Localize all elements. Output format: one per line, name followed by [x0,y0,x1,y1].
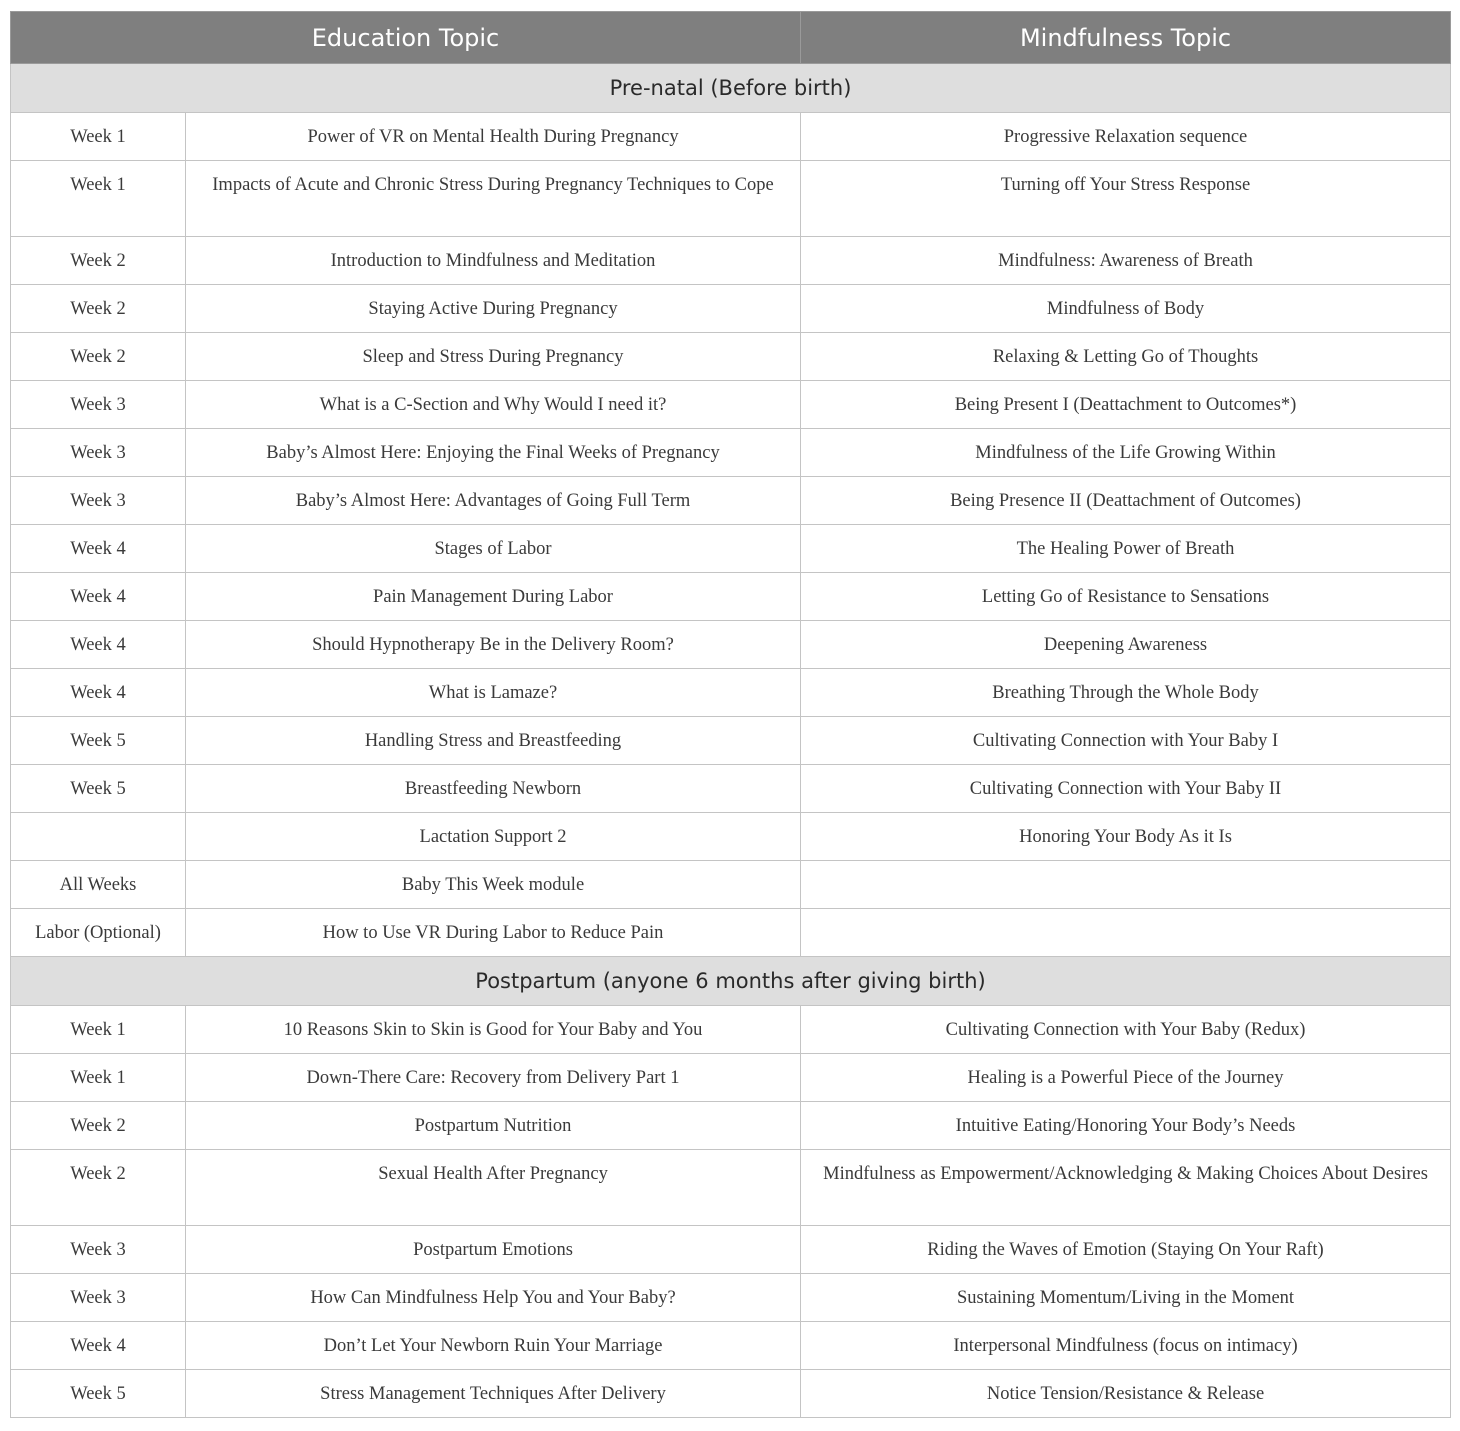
education-cell: Handling Stress and Breastfeeding [186,717,801,765]
week-cell: Week 3 [11,429,186,477]
week-cell: Week 2 [11,1102,186,1150]
mindfulness-cell: Progressive Relaxation sequence [801,113,1451,161]
table-row [11,573,1451,621]
education-cell: Should Hypnotherapy Be in the Delivery Room? [186,621,801,669]
week-cell: Week 4 [11,621,186,669]
table-row [11,525,1451,573]
week-cell: Labor (Optional) [11,909,186,957]
week-cell: Week 5 [11,717,186,765]
mindfulness-cell: Riding the Waves of Emotion (Staying On Your Raft) [801,1226,1451,1274]
mindfulness-cell: Honoring Your Body As it Is [801,813,1451,861]
table-row [11,429,1451,477]
table-row [11,113,1451,161]
table-row [11,1006,1451,1054]
week-cell: Week 1 [11,1006,186,1054]
mindfulness-cell: Intuitive Eating/Honoring Your Body’s Needs [801,1102,1451,1150]
table-row [11,1370,1451,1418]
education-cell: Power of VR on Mental Health During Pregnancy [186,113,801,161]
week-cell: Week 2 [11,285,186,333]
prenatal-section-row [11,64,1451,113]
education-cell: Introduction to Mindfulness and Meditation [186,237,801,285]
week-cell [11,813,186,861]
table-row [11,333,1451,381]
mindfulness-cell: The Healing Power of Breath [801,525,1451,573]
education-cell: Down-There Care: Recovery from Delivery Part 1 [186,1054,801,1102]
header-row [11,12,1451,64]
table-row [11,381,1451,429]
table-row [11,477,1451,525]
education-cell: How to Use VR During Labor to Reduce Pain [186,909,801,957]
education-cell: Baby’s Almost Here: Enjoying the Final Weeks of Pregnancy [186,429,801,477]
mindfulness-cell: Being Presence II (Deattachment of Outcomes) [801,477,1451,525]
postpartum-section-title: Postpartum (anyone 6 months after giving birth) [11,957,1451,1006]
mindfulness-cell: Mindfulness: Awareness of Breath [801,237,1451,285]
education-cell: Stress Management Techniques After Delivery [186,1370,801,1418]
table-row [11,861,1451,909]
education-cell: Staying Active During Pregnancy [186,285,801,333]
week-cell: Week 4 [11,1322,186,1370]
education-cell: Postpartum Emotions [186,1226,801,1274]
mindfulness-cell: Cultivating Connection with Your Baby (Redux) [801,1006,1451,1054]
table-row [11,1322,1451,1370]
week-cell: Week 3 [11,477,186,525]
table-row [11,621,1451,669]
table-row [11,1150,1451,1226]
mindfulness-cell: Notice Tension/Resistance & Release [801,1370,1451,1418]
education-cell: Baby This Week module [186,861,801,909]
education-cell: How Can Mindfulness Help You and Your Baby? [186,1274,801,1322]
week-cell: Week 1 [11,1054,186,1102]
table-row [11,161,1451,237]
week-cell: Week 4 [11,669,186,717]
mindfulness-cell: Cultivating Connection with Your Baby I [801,717,1451,765]
table-row [11,1226,1451,1274]
table-row [11,909,1451,957]
week-cell: All Weeks [11,861,186,909]
week-cell: Week 1 [11,113,186,161]
education-cell: What is a C-Section and Why Would I need it? [186,381,801,429]
table-row [11,813,1451,861]
education-cell: Stages of Labor [186,525,801,573]
mindfulness-cell: Cultivating Connection with Your Baby II [801,765,1451,813]
education-cell: Impacts of Acute and Chronic Stress During Pregnancy Techniques to Cope [186,161,801,237]
week-cell: Week 3 [11,381,186,429]
education-cell: Postpartum Nutrition [186,1102,801,1150]
mindfulness-cell: Relaxing & Letting Go of Thoughts [801,333,1451,381]
mindfulness-cell: Healing is a Powerful Piece of the Journey [801,1054,1451,1102]
mindfulness-cell: Sustaining Momentum/Living in the Moment [801,1274,1451,1322]
week-cell: Week 2 [11,237,186,285]
education-cell: Sleep and Stress During Pregnancy [186,333,801,381]
education-cell: Pain Management During Labor [186,573,801,621]
mindfulness-cell: Mindfulness of Body [801,285,1451,333]
education-topic-header: Education Topic [11,12,801,64]
mindfulness-cell: Mindfulness of the Life Growing Within [801,429,1451,477]
mindfulness-cell [801,909,1451,957]
mindfulness-cell: Turning off Your Stress Response [801,161,1451,237]
mindfulness-cell: Mindfulness as Empowerment/Acknowledging & Making Choices About Desires [801,1150,1451,1226]
week-cell: Week 3 [11,1226,186,1274]
mindfulness-cell: Letting Go of Resistance to Sensations [801,573,1451,621]
week-cell: Week 1 [11,161,186,237]
education-cell: Lactation Support 2 [186,813,801,861]
table-row [11,1054,1451,1102]
week-cell: Week 2 [11,1150,186,1226]
mindfulness-cell: Interpersonal Mindfulness (focus on intimacy) [801,1322,1451,1370]
table-row [11,765,1451,813]
mindfulness-cell: Being Present I (Deattachment to Outcomes*) [801,381,1451,429]
education-cell: Sexual Health After Pregnancy [186,1150,801,1226]
education-cell: What is Lamaze? [186,669,801,717]
education-cell: 10 Reasons Skin to Skin is Good for Your Baby and You [186,1006,801,1054]
week-cell: Week 5 [11,1370,186,1418]
week-cell: Week 4 [11,525,186,573]
education-cell: Breastfeeding Newborn [186,765,801,813]
week-cell: Week 3 [11,1274,186,1322]
table-row [11,1102,1451,1150]
mindfulness-topic-header: Mindfulness Topic [801,12,1451,64]
table-row [11,669,1451,717]
week-cell: Week 5 [11,765,186,813]
education-cell: Baby’s Almost Here: Advantages of Going Full Term [186,477,801,525]
week-cell: Week 2 [11,333,186,381]
mindfulness-cell: Deepening Awareness [801,621,1451,669]
table-row [11,237,1451,285]
postpartum-section-row [11,957,1451,1006]
table-row [11,717,1451,765]
table-row [11,1274,1451,1322]
prenatal-section-title: Pre-natal (Before birth) [11,64,1451,113]
mindfulness-cell: Breathing Through the Whole Body [801,669,1451,717]
week-cell: Week 4 [11,573,186,621]
table-row [11,285,1451,333]
education-cell: Don’t Let Your Newborn Ruin Your Marriage [186,1322,801,1370]
topics-table [10,11,1451,1418]
mindfulness-cell [801,861,1451,909]
